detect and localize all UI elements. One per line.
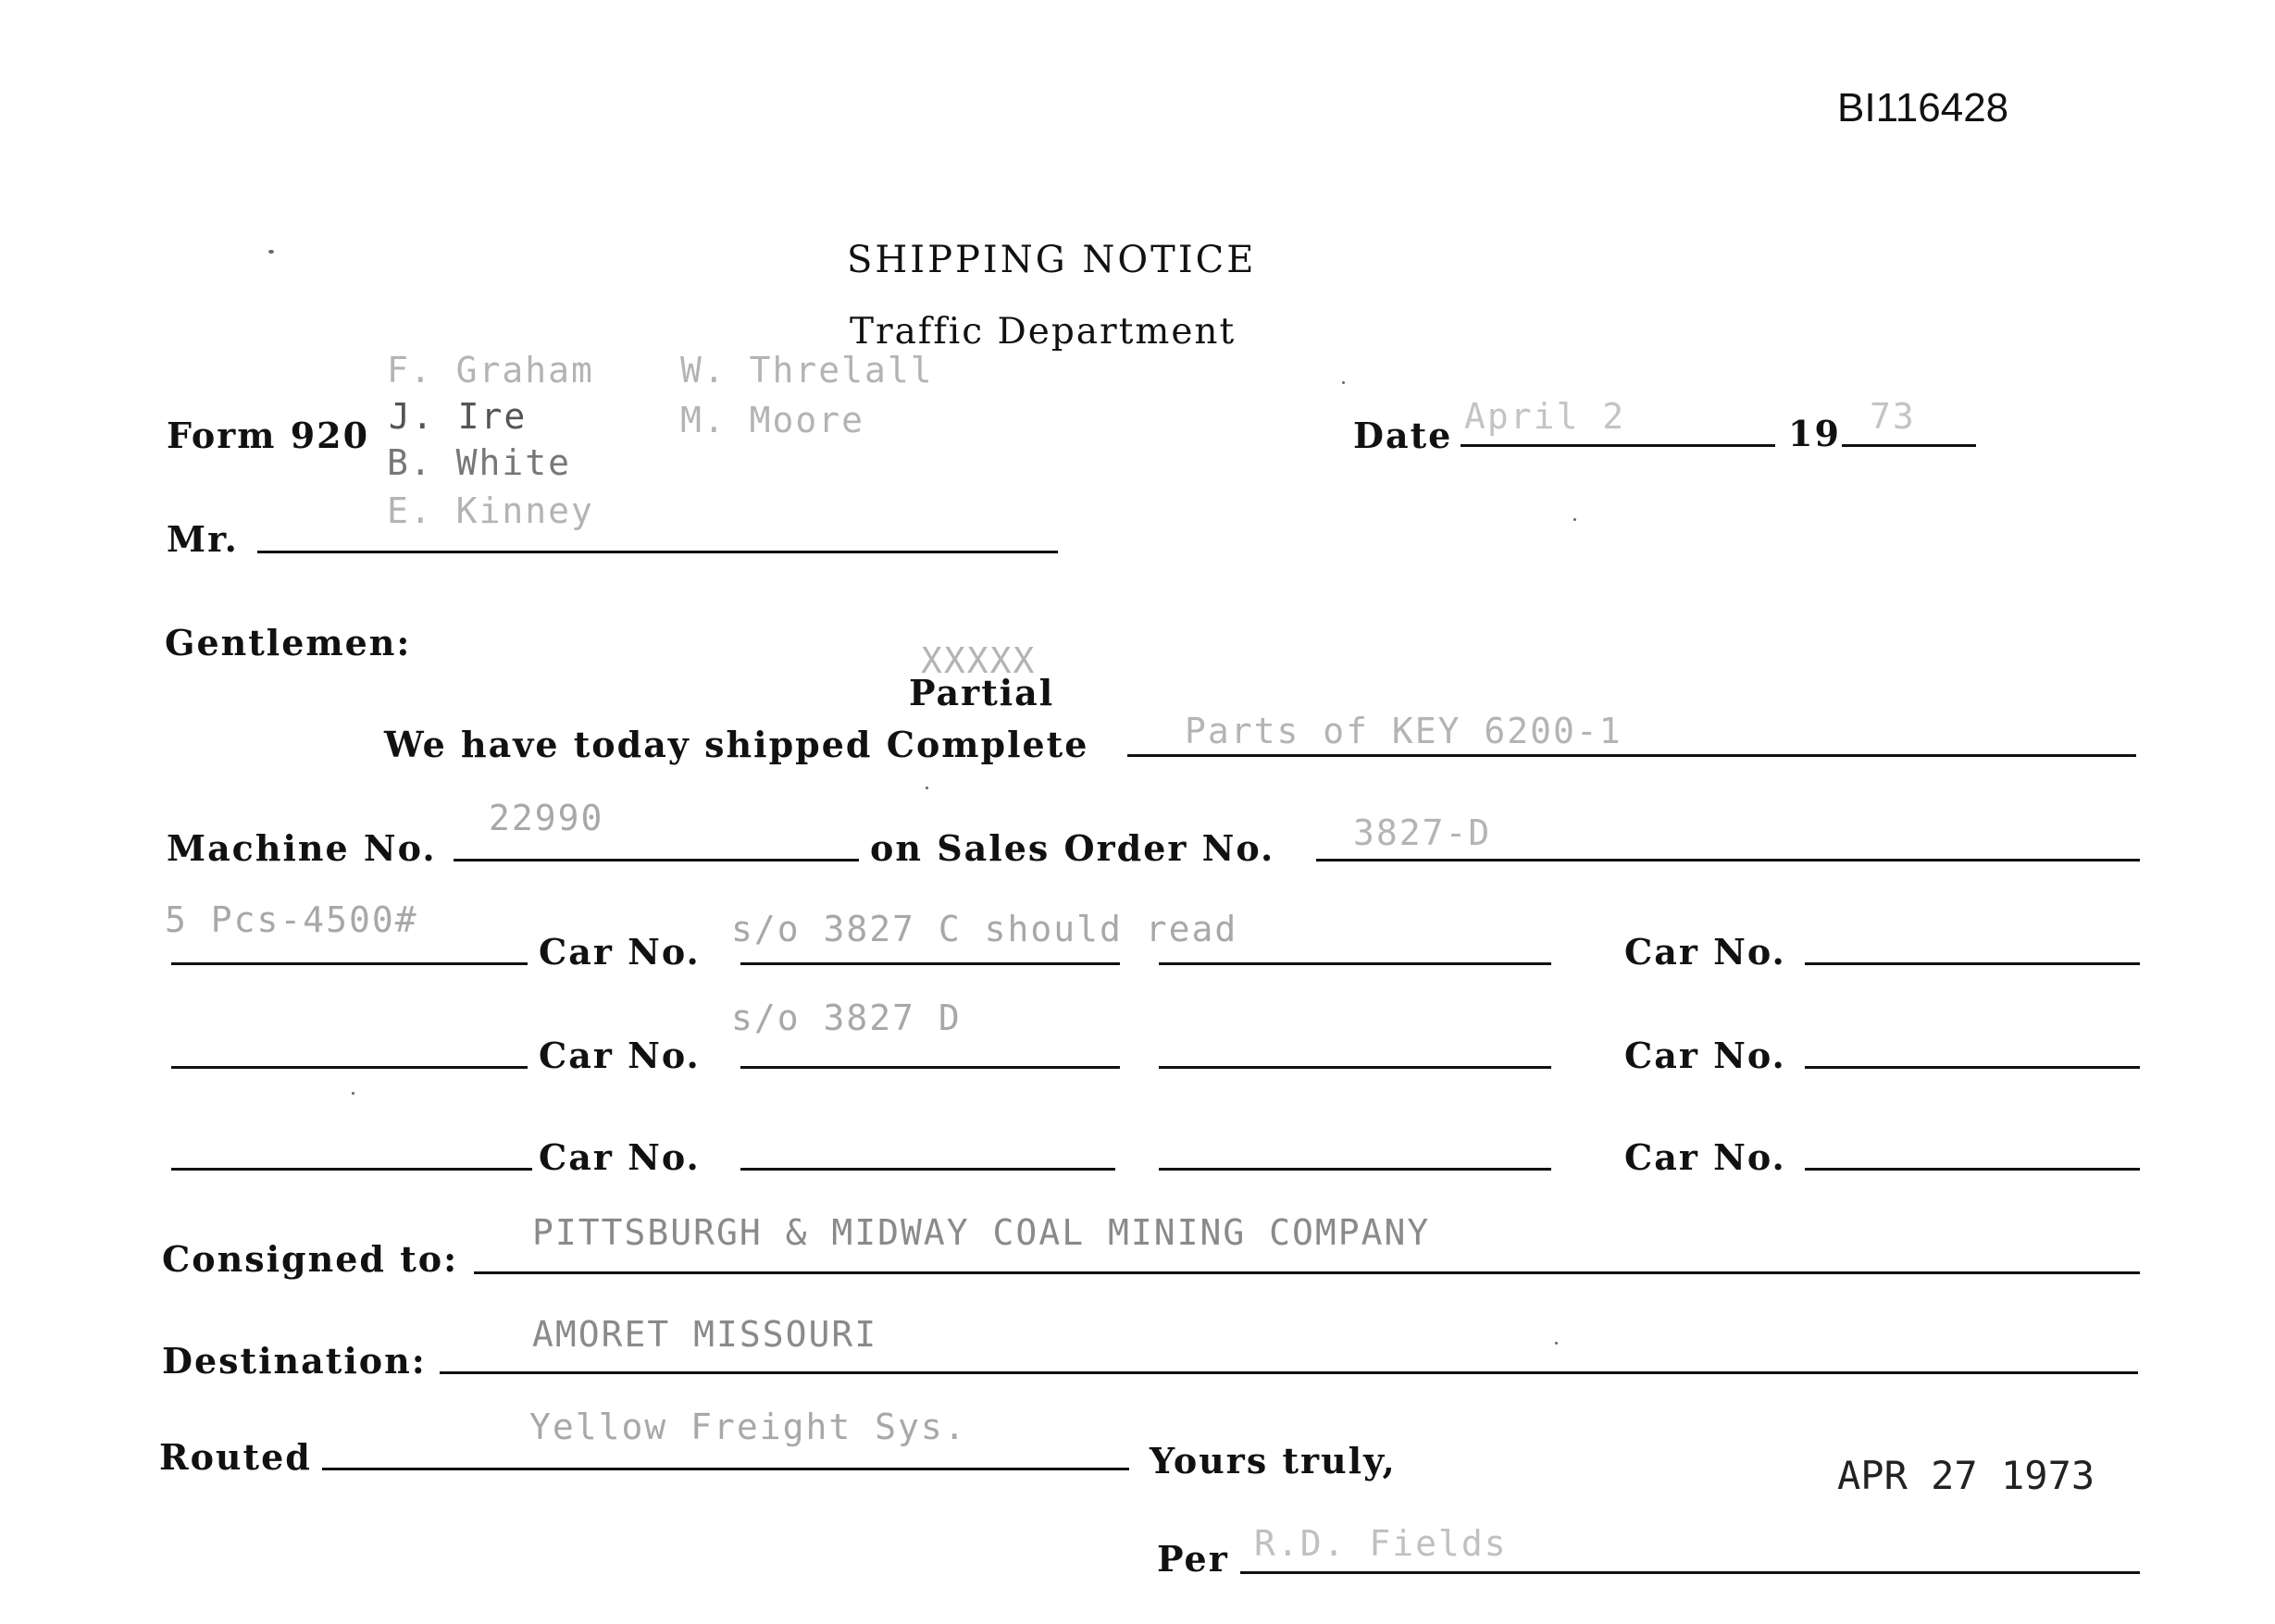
- destination-label: Destination:: [162, 1340, 427, 1382]
- recipient-4: E. Kinney: [387, 490, 594, 531]
- year-line: [1842, 444, 1976, 447]
- document-number: BI116428: [1837, 85, 2009, 130]
- shipped-line: [1127, 754, 2136, 757]
- scan-speck: [1342, 381, 1345, 384]
- routed-value: Yellow Freight Sys.: [529, 1407, 967, 1447]
- routed-line: [322, 1468, 1129, 1470]
- scan-speck: [1555, 1342, 1558, 1345]
- sales-order-value: 3827-D: [1353, 812, 1492, 853]
- car-row-2-right-line: [1805, 1066, 2140, 1069]
- form-title: SHIPPING NOTICE: [847, 239, 1257, 281]
- consigned-line: [474, 1271, 2140, 1274]
- recipient-5: W. Threlall: [680, 350, 934, 391]
- car-row-1-label: Car No.: [539, 931, 701, 973]
- consigned-label: Consigned to:: [162, 1238, 459, 1280]
- scan-speck: [268, 250, 274, 254]
- shipped-value: Parts of KEY 6200-1: [1185, 711, 1622, 751]
- shipped-text: We have today shipped Complete: [384, 724, 1089, 765]
- car-row-2-line-b: [1159, 1066, 1551, 1069]
- year-value: 73: [1870, 396, 1916, 437]
- scan-speck: [926, 787, 928, 789]
- mr-label: Mr.: [167, 518, 239, 560]
- per-label: Per: [1157, 1538, 1229, 1580]
- per-line: [1240, 1571, 2140, 1574]
- sales-order-label: on Sales Order No.: [870, 827, 1275, 869]
- car-row-3-line-a: [740, 1168, 1115, 1171]
- received-date-stamp: APR 27 1973: [1837, 1453, 2095, 1498]
- car-row-2-label: Car No.: [539, 1035, 701, 1076]
- car-row-2-value: s/o 3827 D: [731, 998, 962, 1038]
- car-row-2-right-label: Car No.: [1624, 1035, 1786, 1076]
- date-label: Date: [1353, 415, 1453, 456]
- car-row-1-pre-line: [171, 962, 528, 965]
- car-row-1-right-line: [1805, 962, 2140, 965]
- routed-label: Routed: [159, 1436, 312, 1478]
- per-value: R.D. Fields: [1254, 1523, 1508, 1564]
- car-row-1-right-label: Car No.: [1624, 931, 1786, 973]
- scan-speck: [1573, 518, 1576, 521]
- recipient-6: M. Moore: [680, 400, 865, 440]
- car-row-1-value: s/o 3827 C should read: [731, 909, 1238, 949]
- car-row-3-right-label: Car No.: [1624, 1136, 1786, 1178]
- machine-line: [454, 859, 859, 862]
- machine-value: 22990: [489, 798, 604, 838]
- struck-text: XXXXX: [921, 640, 1037, 681]
- car-row-1-pre: 5 Pcs-4500#: [165, 899, 418, 940]
- car-row-3-pre-line: [171, 1168, 532, 1171]
- scan-speck: [352, 1092, 354, 1095]
- destination-line: [440, 1371, 2138, 1374]
- partial-label: Partial: [909, 672, 1055, 713]
- closing-text: Yours truly,: [1150, 1440, 1397, 1481]
- car-row-2-line-a: [740, 1066, 1120, 1069]
- car-row-1-line-b: [1159, 962, 1551, 965]
- recipient-3: B. White: [387, 442, 572, 483]
- recipient-1: F. Graham: [387, 350, 594, 391]
- sales-order-line: [1316, 859, 2140, 862]
- form-number: Form 920: [167, 415, 370, 456]
- car-row-3-line-b: [1159, 1168, 1551, 1171]
- consigned-value: PITTSBURGH & MIDWAY COAL MINING COMPANY: [532, 1212, 1431, 1253]
- date-line: [1461, 444, 1775, 447]
- department-label: Traffic Department: [850, 311, 1237, 353]
- date-value: April 2: [1464, 396, 1626, 437]
- car-row-3-right-line: [1805, 1168, 2140, 1171]
- machine-label: Machine No.: [167, 827, 437, 869]
- mr-line: [257, 551, 1058, 553]
- salutation: Gentlemen:: [165, 622, 412, 663]
- recipient-2: J. Ire: [389, 396, 528, 437]
- car-row-1-line-a: [740, 962, 1120, 965]
- car-row-2-pre-line: [171, 1066, 528, 1069]
- car-row-3-label: Car No.: [539, 1136, 701, 1178]
- destination-value: AMORET MISSOURI: [532, 1314, 878, 1355]
- year-prefix: 19: [1788, 413, 1841, 454]
